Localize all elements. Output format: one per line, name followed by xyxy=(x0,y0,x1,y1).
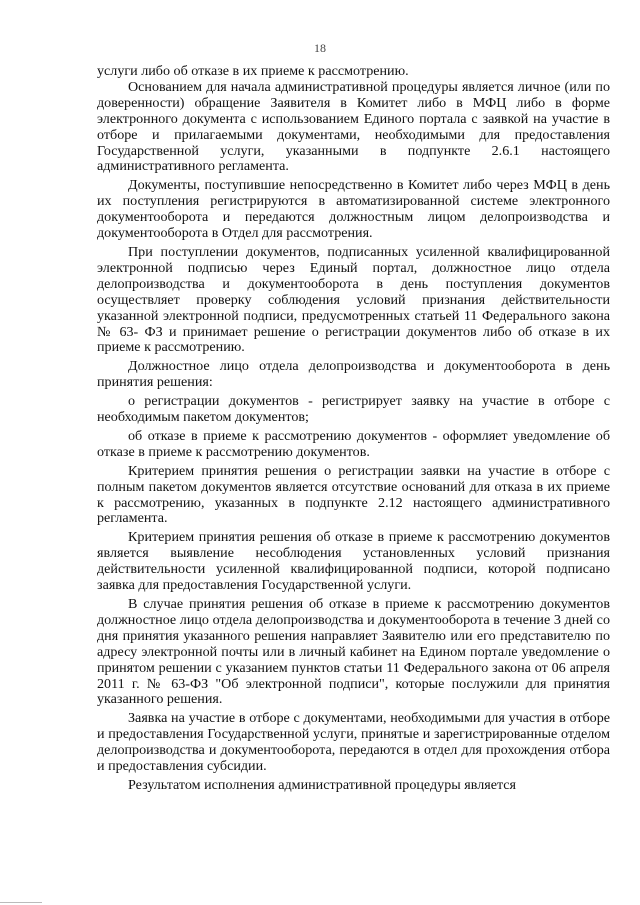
paragraph: Критерием принятия решения об отказе в приеме к рассмотрению документов является выявление несоблюдения установленных условий признания действительности усиленной квалифицированной подписи, которой подписано заявка для предоставления Государственной услуги. xyxy=(97,529,610,594)
paragraph: Должностное лицо отдела делопроизводства и документооборота в день принятия решения: xyxy=(97,358,610,391)
paragraph: В случае принятия решения об отказе в приеме к рассмотрению документов должностное лицо отдела делопроизводства и документооборота в течение 3 дней со дня принятия указанного решения направляет Заявителю или его представителю по адресу электронной почты или в личный кабинет на Едином портале уведомление о принятом решении с указанием пунктов статьи 11 Федерального закона от 06 апреля 2011 г. № 63-ФЗ "Об электронной подписи", которые послужили для принятия указанного решения. xyxy=(97,596,610,708)
page-number: 18 xyxy=(314,41,326,55)
scan-edge-line xyxy=(0,902,42,903)
paragraph: об отказе в приеме к рассмотрению документов - оформляет уведомление об отказе в приеме к рассмотрению документов. xyxy=(97,427,610,460)
paragraph: услуги либо об отказе в их приеме к рассмотрению. xyxy=(97,63,409,79)
paragraph: Документы, поступившие непосредственно в Комитет либо через МФЦ в день их поступления регистрируются в автоматизированной системе электронного документооборота и передаются должностным лицом делопроизводства и документооборота в Отдел для рассмотрения. xyxy=(97,177,610,242)
body-text xyxy=(97,64,610,794)
paragraph: Основанием для начала административной процедуры является личное (или по доверенности) обращение Заявителя в Комитет либо в МФЦ либо в форме электронного документа с использованием Единого портала с заявкой на участие в отборе и прилагаемыми документами, необходимыми для предоставления Государственной услуги, указанными в подпункте 2.6.1 настоящего административного регламента. xyxy=(97,78,610,175)
paragraph: о регистрации документов - регистрирует заявку на участие в отборе с необходимым пакетом документов; xyxy=(97,393,610,426)
paragraph: Критерием принятия решения о регистрации заявки на участие в отборе с полным пакетом документов является отсутствие оснований для отказа в их приеме к рассмотрению, указанных в подпункте 2.12 настоящего административного регламента. xyxy=(97,462,610,527)
paragraph: Заявка на участие в отборе с документами, необходимыми для участия в отборе и предоставления Государственной услуги, принятые и зарегистрированные отделом делопроизводства и документооборота, передаются в отдел для прохождения отбора и предоставления субсидии. xyxy=(97,710,610,775)
paragraph: При поступлении документов, подписанных усиленной квалифицированной электронной подписью через Единый портал, должностное лицо отдела делопроизводства и документооборота в день поступления документов осуществляет проверку соблюдения условий признания действительности указанной электронной подписи, предусмотренных статьей 11 Федерального закона № 63- ФЗ и принимает решение о регистрации документов либо об отказе в их приеме к рассмотрению. xyxy=(97,243,610,356)
paragraph: Результатом исполнения административной процедуры является xyxy=(128,776,517,793)
